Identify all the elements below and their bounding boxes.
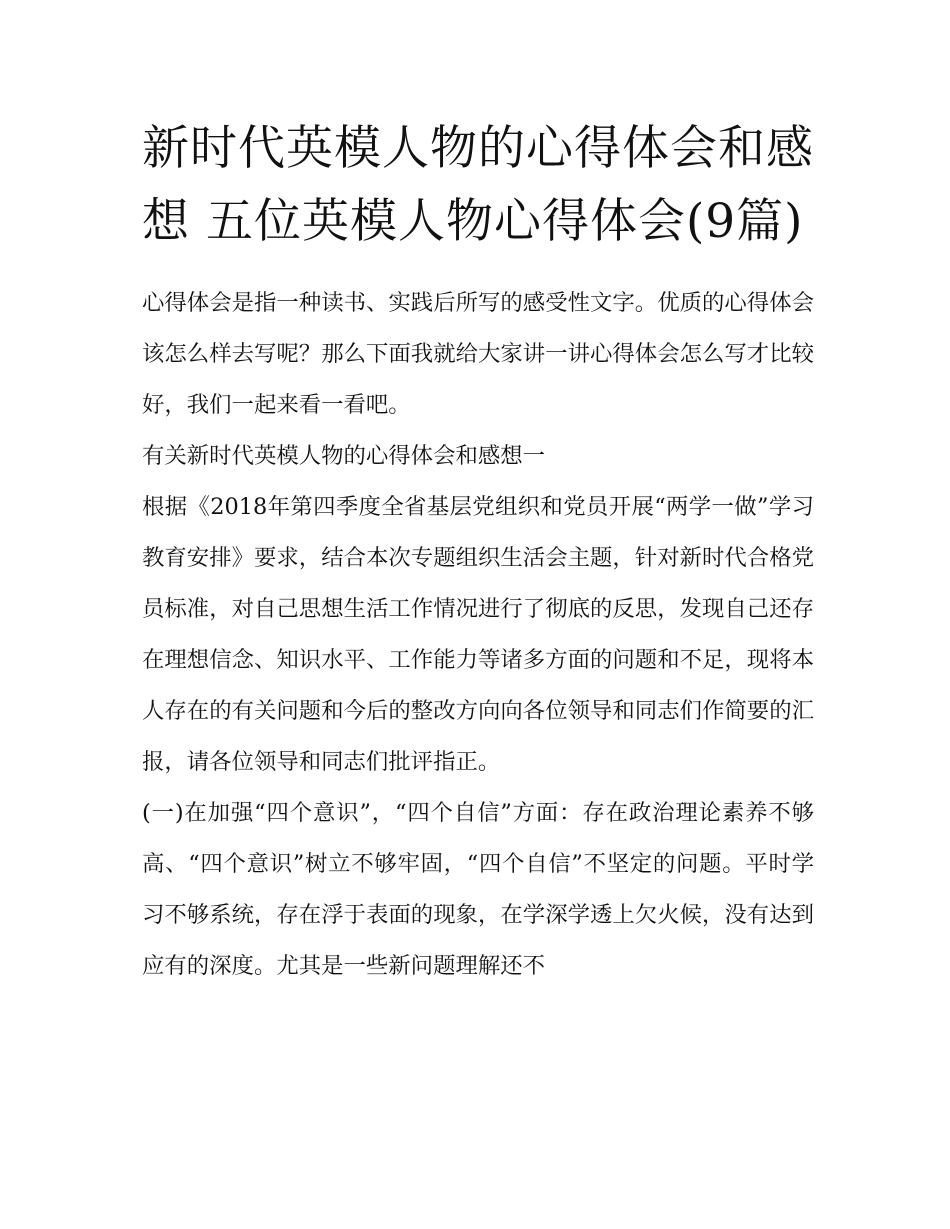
- document-title: 新时代英模人物的心得体会和感想 五位英模人物心得体会(9篇): [142, 121, 814, 249]
- body-paragraph: 根据《2018年第四季度全省基层党组织和党员开展“两学一做”学习教育安排》要求，结合本次专题组织生活会主题，针对新时代合格党员标准，对自己思想生活工作情况进行了彻底的反思，发现自己还存在理想信念、知识水平、工作能力等诸多方面的问题和不足，现将本人存在的有关问题和今后的整改方向向各位领导和同志们作简要的汇报，请各位领导和同志们批评指正。: [142, 494, 814, 775]
- body-paragraph: (一)在加强“四个意识”，“四个自信”方面：存在政治理论素养不够高、“四个意识”树立不够牢固，“四个自信”不坚定的问题。平时学习不够系统，存在浮于表面的现象，在学深学透上欠火候，没有达到应有的深度。尤其是一些新问题理解还不: [142, 800, 814, 979]
- document-page: [142, 112, 814, 992]
- document-body: [142, 278, 814, 992]
- section-heading: 有关新时代英模人物的心得体会和感想一: [142, 443, 546, 469]
- intro-paragraph: 心得体会是指一种读书、实践后所写的感受性文字。优质的心得体会该怎么样去写呢？那么下面我就给大家讲一讲心得体会怎么写才比较好，我们一起来看一看吧。: [142, 290, 814, 418]
